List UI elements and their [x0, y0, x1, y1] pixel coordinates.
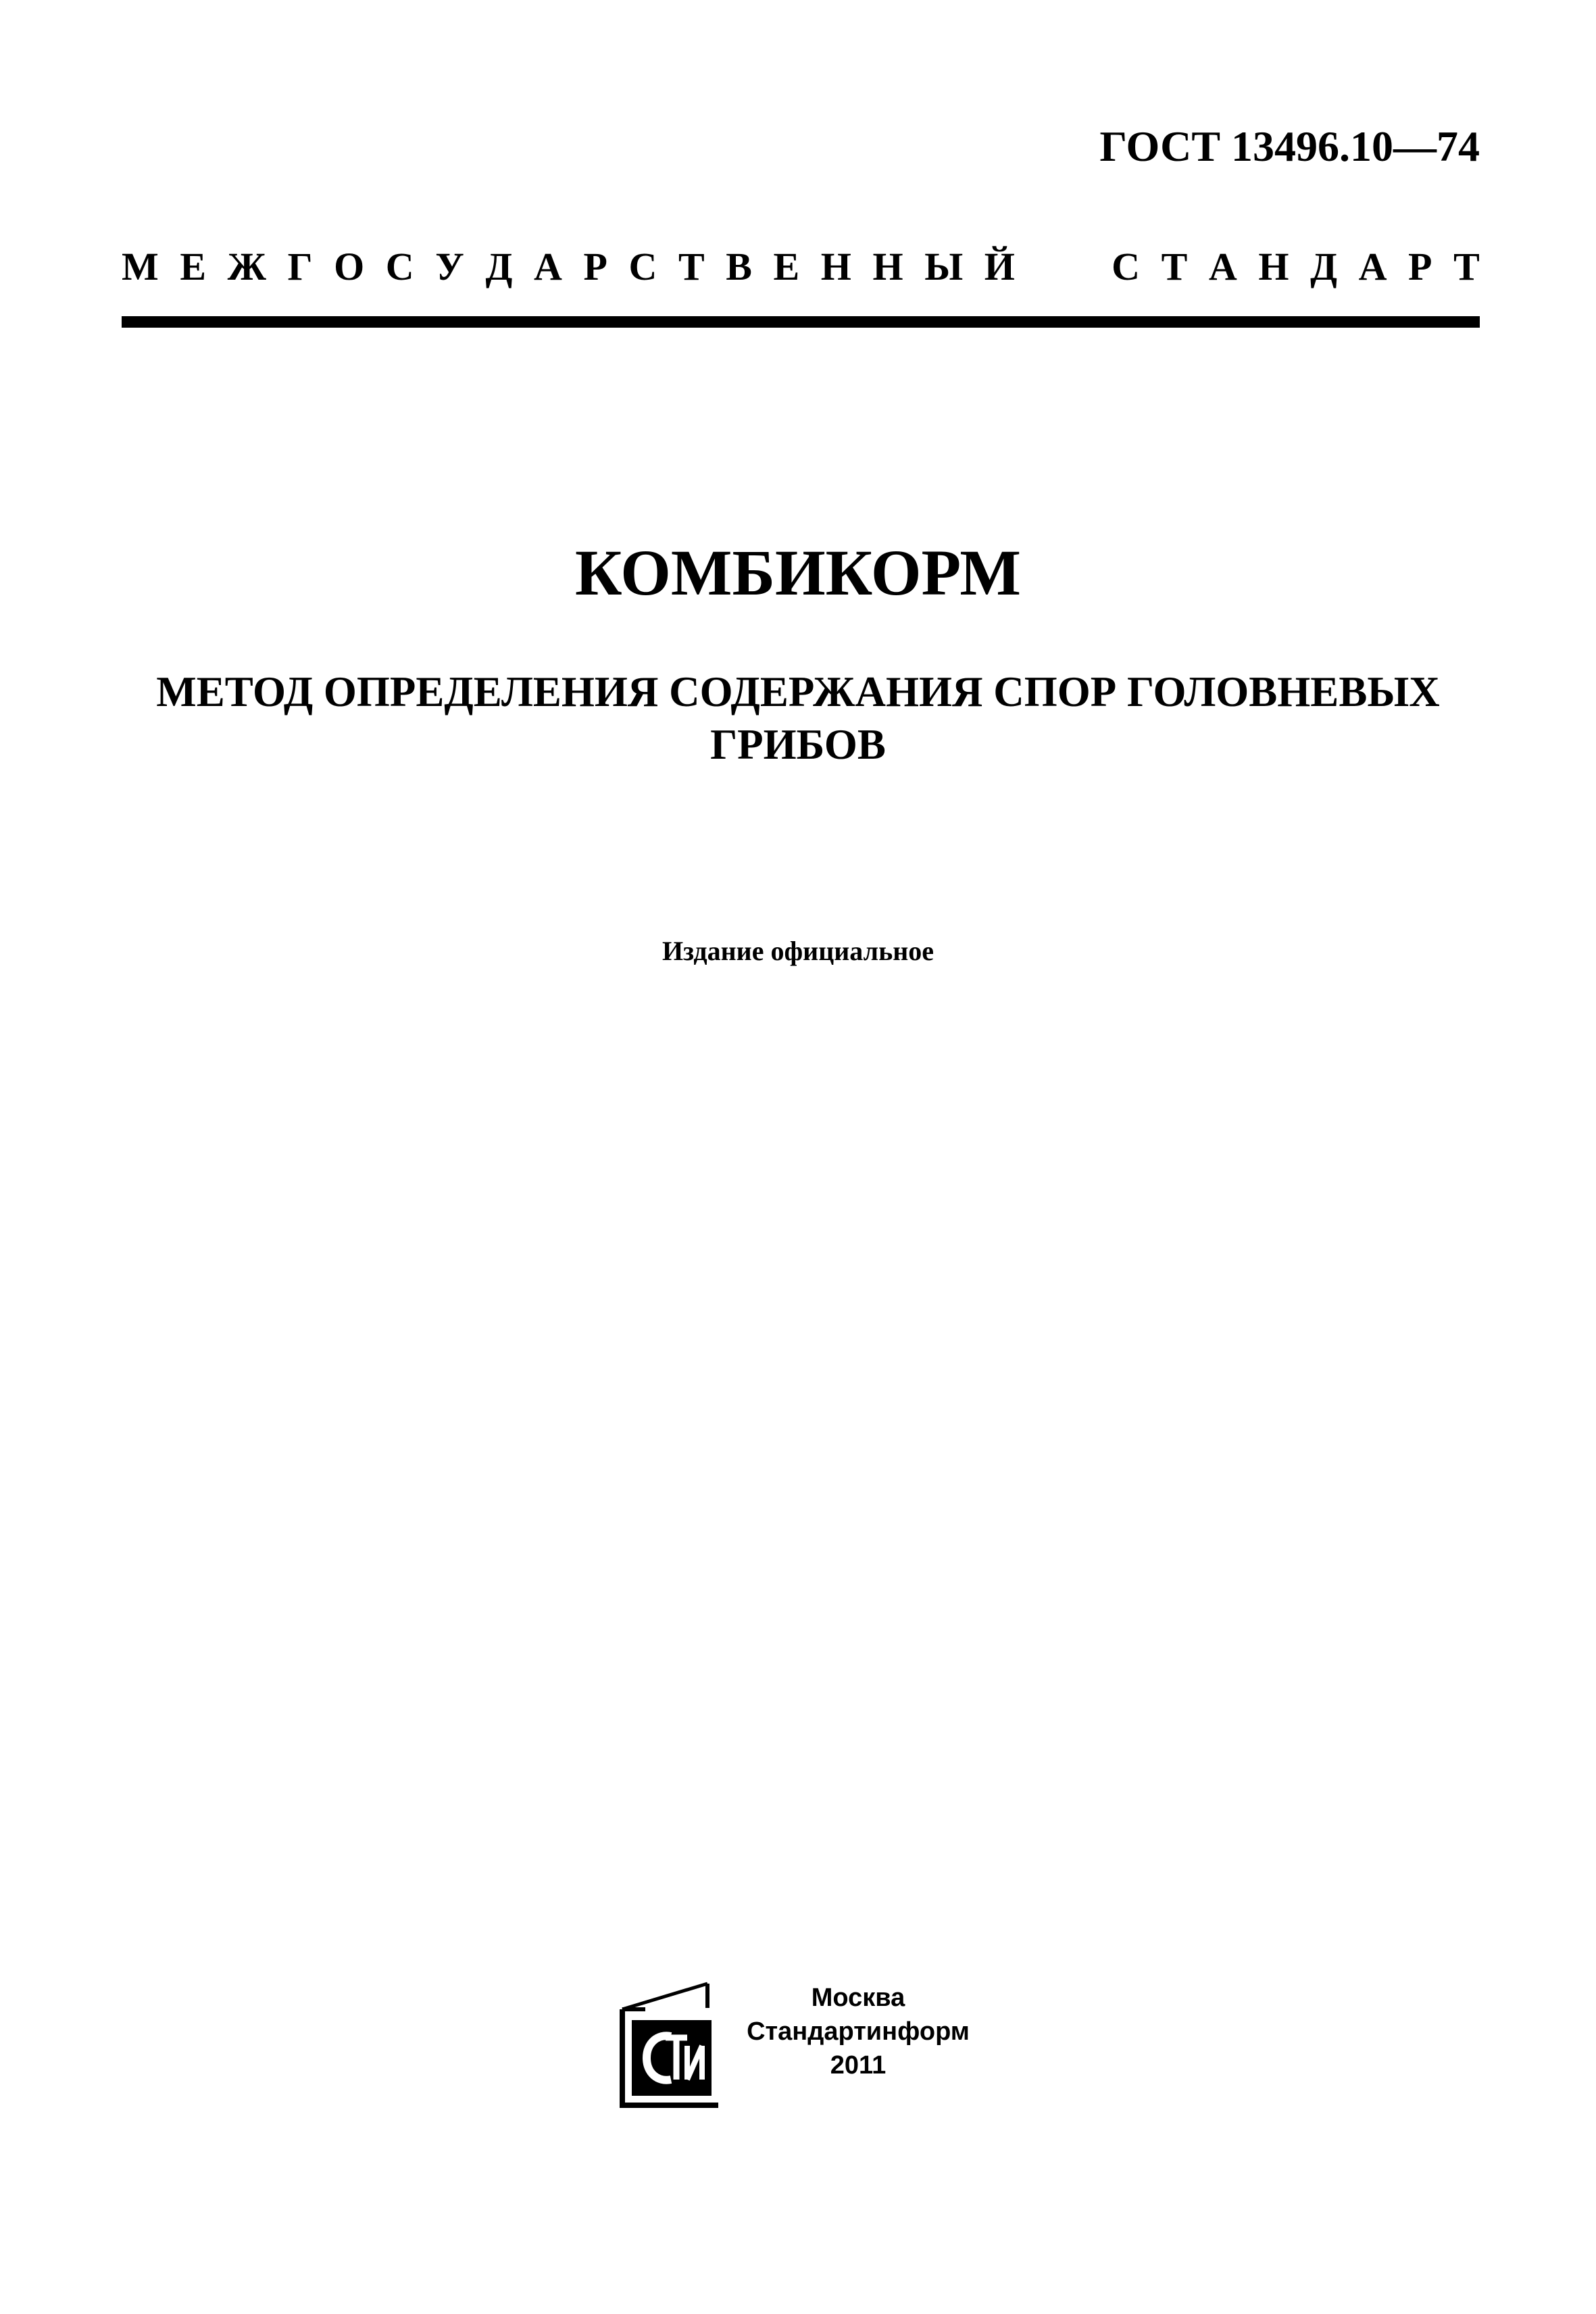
heading-letter: Т: [1161, 245, 1188, 288]
word-gap: [1037, 247, 1091, 286]
heading-letter: С: [385, 245, 414, 288]
heading-letter: Н: [1258, 245, 1289, 288]
heading-letter: В: [726, 245, 752, 288]
heading-letter: С: [1112, 245, 1140, 288]
heading-letter: Е: [773, 245, 800, 288]
subtitle-line: МЕТОД ОПРЕДЕЛЕНИЯ СОДЕРЖАНИЯ СПОР ГОЛОВНЕВЫХ: [156, 668, 1440, 715]
heading-letter: Е: [180, 245, 207, 288]
heading-letter: У: [435, 245, 464, 288]
heading-letter: А: [1208, 245, 1237, 288]
subtitle-line: ГРИБОВ: [710, 721, 886, 768]
interstate-standard-heading: [122, 247, 1480, 286]
heading-letter: Ы: [924, 245, 964, 288]
publication-year: 2011: [830, 2051, 887, 2080]
publisher-city: Москва: [811, 1984, 905, 2012]
heading-letter: М: [122, 245, 159, 288]
heading-letter: Т: [1453, 245, 1480, 288]
heading-letter: А: [1358, 245, 1387, 288]
heading-letter: А: [533, 245, 562, 288]
header-rule: [122, 316, 1480, 328]
heading-letter: Ж: [227, 245, 266, 288]
standartinform-logo-icon: [618, 1981, 721, 2109]
heading-letter: Н: [820, 245, 851, 288]
gost-code: ГОСТ 13496.10—74: [1099, 122, 1480, 170]
heading-letter: Й: [984, 245, 1015, 288]
edition-label: Издание официальное: [662, 936, 934, 966]
heading-letter: С: [628, 245, 657, 288]
heading-letter: Д: [485, 245, 513, 288]
heading-letter: О: [334, 245, 365, 288]
document-subtitle: [101, 665, 1495, 771]
publisher-block: [618, 1973, 997, 2108]
heading-letter: Р: [583, 245, 607, 288]
document-title: КОМБИКОРМ: [575, 536, 1021, 609]
heading-letter: Т: [678, 245, 705, 288]
publisher-name: Стандартинформ: [747, 2017, 970, 2046]
heading-letter: Г: [287, 245, 313, 288]
heading-letter: Д: [1310, 245, 1337, 288]
publisher-info: [747, 1981, 970, 2082]
heading-letter: Р: [1408, 245, 1432, 288]
heading-letter: Н: [872, 245, 903, 288]
